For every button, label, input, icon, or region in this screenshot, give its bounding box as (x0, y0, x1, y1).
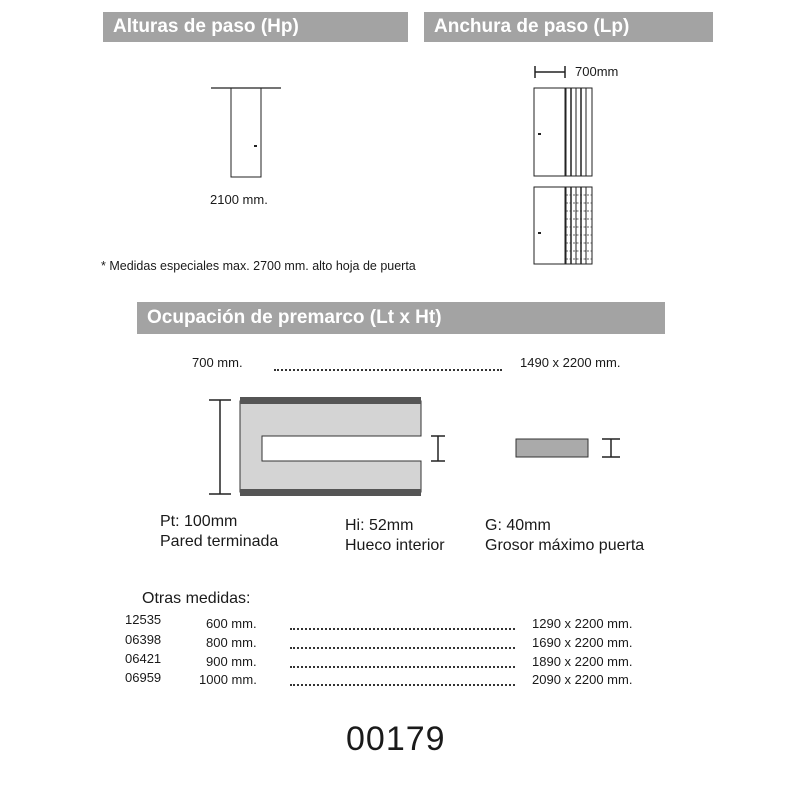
hp-special-note: * Medidas especiales max. 2700 mm. alto hoja de puerta (101, 259, 416, 273)
hi-description: Hueco interior (345, 537, 445, 554)
premarco-main-width: 700 mm. (192, 355, 243, 370)
pt-value: Pt: 100mm (160, 513, 238, 530)
section-title-premarco: Ocupación de premarco (Lt x Ht) (137, 302, 665, 334)
row-code: 06959 (125, 670, 162, 685)
row-leader (290, 666, 515, 668)
row-width: 600 mm. (206, 616, 257, 631)
row-width: 900 mm. (206, 654, 257, 669)
row-result: 1890 x 2200 mm. (532, 654, 633, 669)
g-description: Grosor máximo puerta (485, 537, 645, 554)
row-width: 800 mm. (206, 635, 257, 650)
premarco-main-result: 1490 x 2200 mm. (520, 355, 621, 370)
pt-description: Pared terminada (160, 533, 279, 550)
row-code: 06398 (125, 632, 162, 647)
row-width: 1000 mm. (199, 672, 257, 687)
g-value: G: 40mm (485, 517, 551, 534)
hp-height-label: 2100 mm. (210, 192, 268, 207)
reference-number: 00179 (346, 720, 446, 758)
row-result: 2090 x 2200 mm. (532, 672, 633, 687)
lp-width-label: 700mm (575, 64, 619, 79)
section-title-lp: Anchura de paso (Lp) (424, 12, 713, 42)
row-result: 1290 x 2200 mm. (532, 616, 633, 631)
row-code: 06421 (125, 651, 162, 666)
row-leader (290, 628, 515, 630)
row-code: 12535 (125, 612, 162, 627)
row-result: 1690 x 2200 mm. (532, 635, 633, 650)
section-title-hp: Alturas de paso (Hp) (103, 12, 408, 42)
hi-value: Hi: 52mm (345, 517, 414, 534)
otras-medidas-title: Otras medidas: (142, 590, 251, 607)
row-leader (290, 647, 515, 649)
row-leader (290, 684, 515, 686)
